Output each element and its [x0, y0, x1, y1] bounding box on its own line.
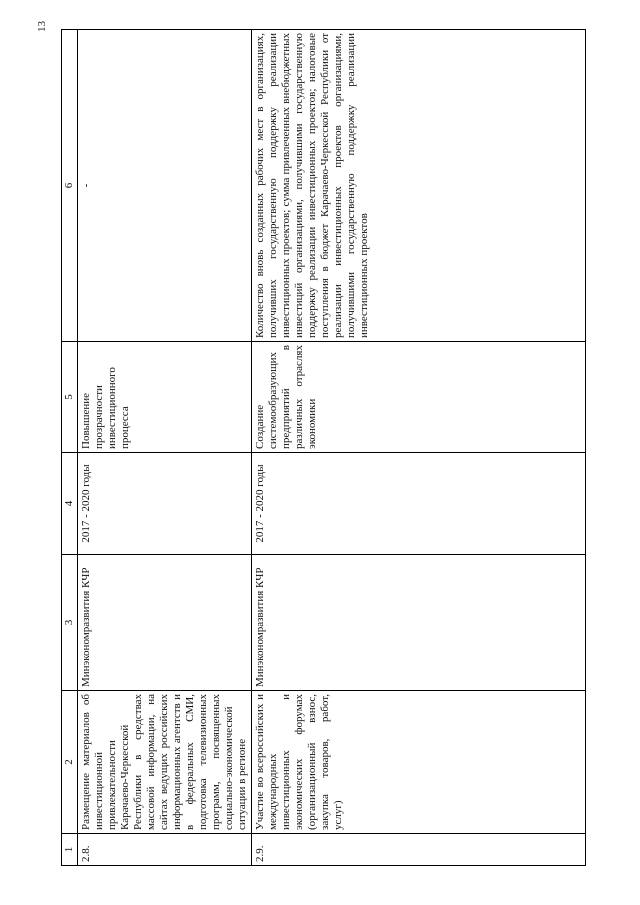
table-row [252, 30, 586, 866]
row-number: 2.9. [252, 834, 586, 866]
table-row [78, 30, 252, 866]
table-header-row [62, 30, 78, 866]
column-header: 6 [62, 30, 78, 342]
rotated-page-area [61, 30, 586, 866]
term-cell: 2017 - 2020 годы [78, 453, 252, 555]
result-cell: Повышение прозрачности инвестиционного процесса [78, 342, 252, 453]
row-number: 2.8. [78, 834, 252, 866]
indicator-cell: Количество вновь созданных рабочих мест в организациях, получивших государственную поддержку реализации инвестиционных проектов; сумма привлеченных внебюджетных инвестиций организациями, получившими государственную поддержку реализации инвестиционных проектов; налоговые поступления в бюджет Карачаево-Черкесской Республики от реализации инвестиционных проектов организациями, получившими государственную поддержку реализации инвестиционных проектов [252, 30, 586, 342]
result-cell: Создание системообразующих предприятий в различных отраслях экономики [252, 342, 586, 453]
executor-cell: Минэкономразвития КЧР [78, 555, 252, 691]
indicator-cell: - [78, 30, 252, 342]
landscape-content [61, 30, 586, 866]
page-number: 13 [36, 21, 48, 32]
measure-cell: Участие во всероссийских и международных инвестиционных и экономических форумах (организационный взнос, закупка товаров, работ, услуг) [252, 691, 586, 834]
column-header: 2 [62, 691, 78, 834]
executor-cell: Минэкономразвития КЧР [252, 555, 586, 691]
column-header: 1 [62, 834, 78, 866]
measure-cell: Размещение материалов об инвестиционной привлекательности Карачаево-Черкесской Республики в средствах массовой информации, на сайтах ведущих российских информационных агентств и в федеральных СМИ, подготовка телевизионных программ, посвященных социально-экономической ситуации в регионе [78, 691, 252, 834]
term-cell: 2017 - 2020 годы [252, 453, 586, 555]
measures-table [61, 29, 586, 866]
column-header: 4 [62, 453, 78, 555]
column-header: 5 [62, 342, 78, 453]
column-header: 3 [62, 555, 78, 691]
